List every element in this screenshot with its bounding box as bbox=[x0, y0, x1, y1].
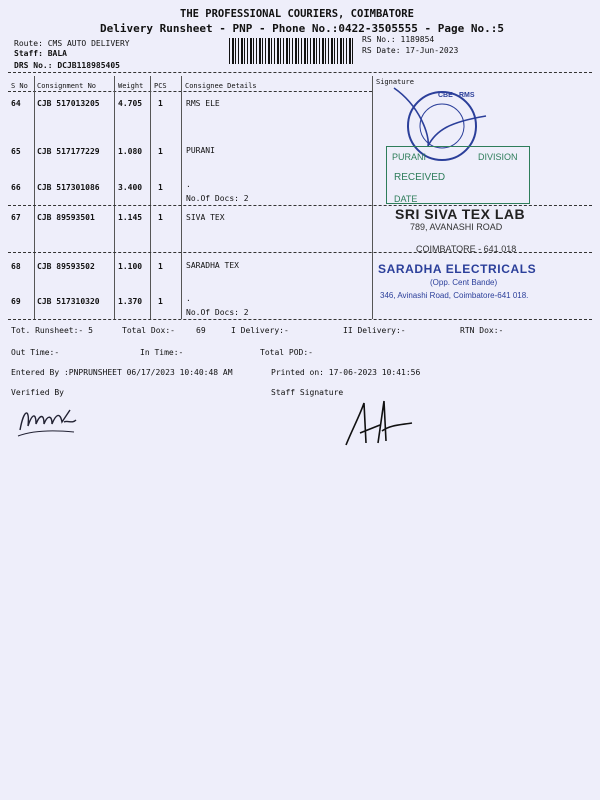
rs-date: RS Date: 17-Jun-2023 bbox=[362, 46, 459, 55]
row-weight: 1.100 bbox=[118, 262, 143, 271]
total-dox-value: 69 bbox=[196, 326, 206, 335]
row-consignee: . bbox=[186, 294, 191, 303]
out-time: Out Time:- bbox=[11, 348, 60, 357]
col-line bbox=[181, 76, 182, 319]
ii-delivery: II Delivery:- bbox=[343, 326, 406, 335]
row-pcs: 1 bbox=[158, 297, 163, 306]
row-pcs: 1 bbox=[158, 213, 163, 222]
staff-signature bbox=[340, 395, 420, 455]
row-consignment: CJB 517301086 bbox=[37, 183, 100, 192]
row-sno: 64 bbox=[11, 99, 21, 108]
purani-stamp-division: DIVISION bbox=[478, 152, 518, 162]
saradha-stamp-address2: 346, Avinashi Road, Coimbatore-641 018. bbox=[380, 291, 529, 300]
route: Route: CMS AUTO DELIVERY bbox=[14, 39, 130, 48]
col-weight: Weight bbox=[118, 82, 144, 90]
row-consignee: . bbox=[186, 180, 191, 189]
round-stamp-text: CBE - RMS bbox=[438, 92, 475, 99]
row-weight: 1.370 bbox=[118, 297, 143, 306]
siva-stamp-city: COIMBATORE - 641 018 bbox=[416, 244, 517, 254]
siva-stamp-address: 789, AVANASHI ROAD bbox=[410, 222, 503, 232]
in-time: In Time:- bbox=[140, 348, 184, 357]
verifier-signature bbox=[14, 400, 84, 440]
row-consignment: CJB 89593502 bbox=[37, 262, 95, 271]
company-name: THE PROFESSIONAL COURIERS, COIMBATORE bbox=[180, 8, 414, 20]
row-consignment: CJB 517177229 bbox=[37, 147, 100, 156]
saradha-stamp-address1: (Opp. Cent Bande) bbox=[430, 278, 498, 287]
purani-stamp-name: PURANI bbox=[392, 152, 427, 162]
row-consignment: CJB 517013205 bbox=[37, 99, 100, 108]
runsheet-title: Delivery Runsheet - PNP - Phone No.:0422-3505555 - Page No.:5 bbox=[100, 22, 504, 35]
row-sno: 69 bbox=[11, 297, 21, 306]
divider bbox=[8, 319, 592, 320]
col-line bbox=[114, 76, 115, 319]
drs-number: DRS No.: DCJB118985405 bbox=[14, 61, 120, 70]
printed-on: Printed on: 17-06-2023 10:41:56 bbox=[271, 368, 421, 377]
row-weight: 1.080 bbox=[118, 147, 143, 156]
row-sno: 66 bbox=[11, 183, 21, 192]
col-consignee: Consignee Details bbox=[185, 82, 257, 90]
saradha-stamp-name: SARADHA ELECTRICALS bbox=[378, 262, 537, 276]
row-sno: 68 bbox=[11, 262, 21, 271]
row-consignee: SIVA TEX bbox=[186, 213, 225, 222]
row-consignee: SARADHA TEX bbox=[186, 261, 239, 270]
row-sno: 65 bbox=[11, 147, 21, 156]
col-line bbox=[150, 76, 151, 319]
barcode bbox=[229, 38, 353, 64]
purani-stamp-date: DATE bbox=[394, 194, 418, 204]
row-weight: 3.400 bbox=[118, 183, 143, 192]
siva-stamp-name: SRI SIVA TEX LAB bbox=[395, 206, 526, 222]
row-docs: No.Of Docs: 2 bbox=[186, 194, 249, 203]
entered-by: Entered By :PNPRUNSHEET 06/17/2023 10:40:48 AM bbox=[11, 368, 233, 377]
row-weight: 4.705 bbox=[118, 99, 143, 108]
total-pod: Total POD:- bbox=[260, 348, 313, 357]
total-runsheet: Tot. Runsheet:- 5 bbox=[11, 326, 93, 335]
row-sno: 67 bbox=[11, 213, 21, 222]
row-weight: 1.145 bbox=[118, 213, 143, 222]
row-docs: No.Of Docs: 2 bbox=[186, 308, 249, 317]
staff: Staff: BALA bbox=[14, 49, 67, 58]
row-consignment: CJB 89593501 bbox=[37, 213, 95, 222]
row-pcs: 1 bbox=[158, 99, 163, 108]
row-consignee: PURANI bbox=[186, 146, 215, 155]
staff-signature-label: Staff Signature bbox=[271, 388, 344, 397]
col-consignment: Consignment No bbox=[37, 82, 97, 90]
col-sno: S No bbox=[11, 82, 28, 90]
total-dox-label: Total Dox:- bbox=[122, 326, 175, 335]
rs-number: RS No.: 1189854 bbox=[362, 35, 435, 44]
col-signature: Signature bbox=[376, 78, 414, 86]
purani-stamp-received: RECEIVED bbox=[394, 172, 446, 183]
row-consignee: RMS ELE bbox=[186, 99, 220, 108]
row-consignment: CJB 517310320 bbox=[37, 297, 100, 306]
row-pcs: 1 bbox=[158, 262, 163, 271]
row-pcs: 1 bbox=[158, 183, 163, 192]
col-line bbox=[372, 76, 373, 319]
col-pcs: PCS bbox=[154, 82, 167, 90]
verified-by: Verified By bbox=[11, 388, 64, 397]
divider bbox=[8, 72, 592, 73]
i-delivery: I Delivery:- bbox=[231, 326, 289, 335]
row-pcs: 1 bbox=[158, 147, 163, 156]
rtn-dox: RTN Dox:- bbox=[460, 326, 504, 335]
col-line bbox=[34, 76, 35, 319]
divider bbox=[8, 91, 372, 92]
